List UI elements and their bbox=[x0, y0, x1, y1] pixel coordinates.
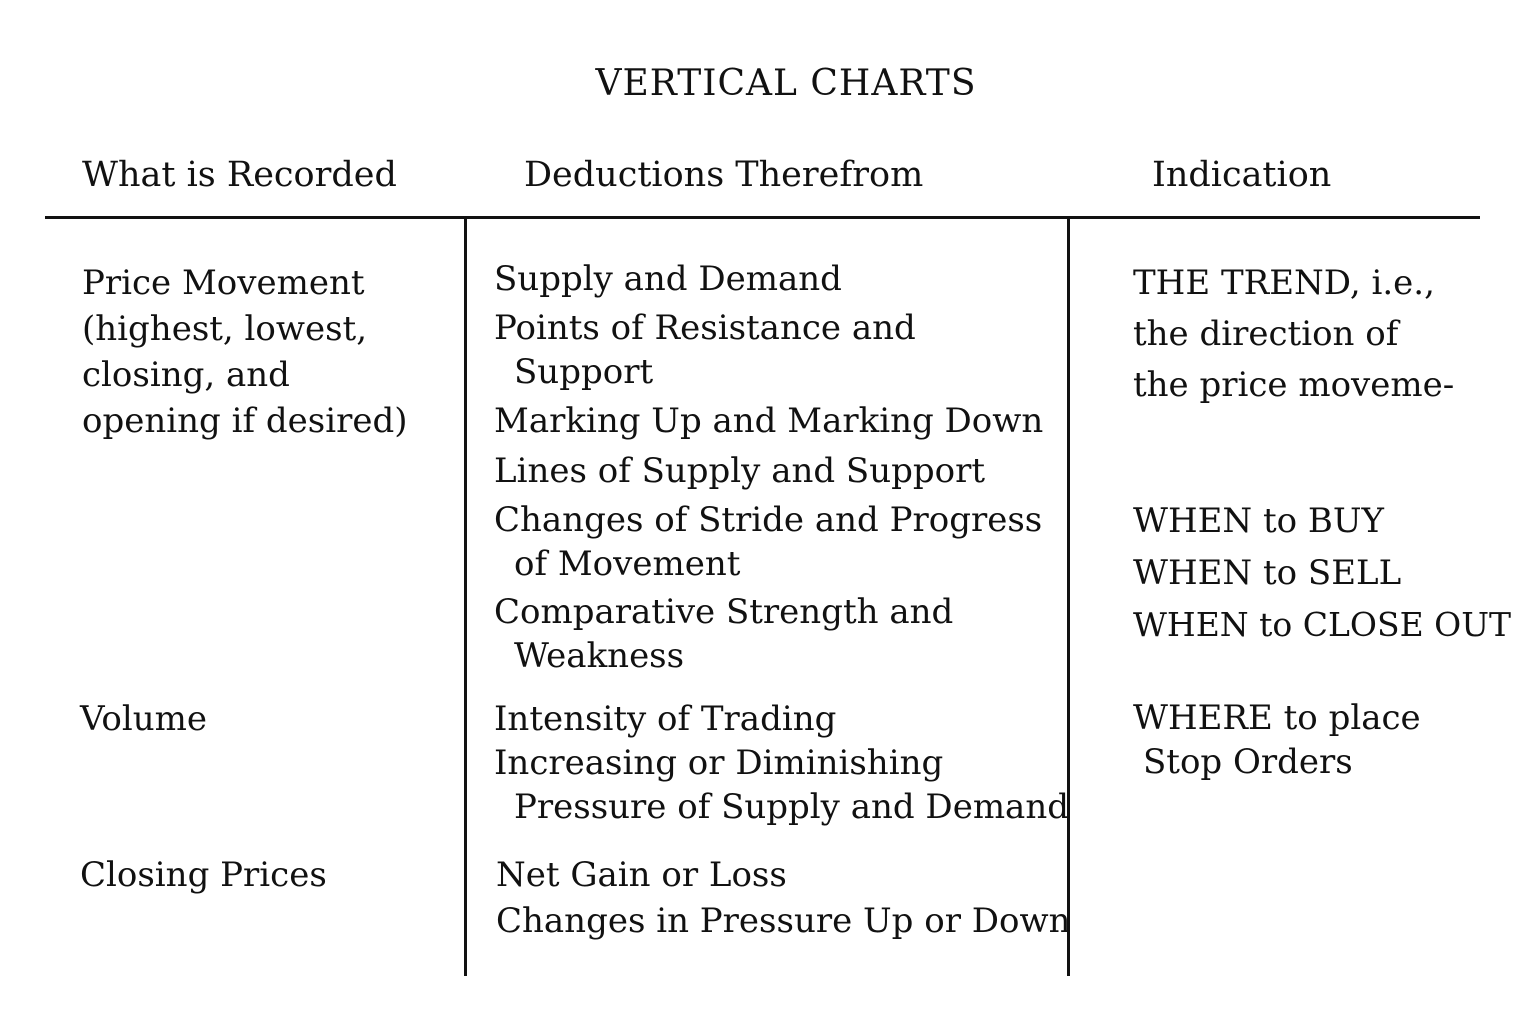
column-header-what-is-recorded: What is Recorded bbox=[82, 155, 397, 195]
deduction-marking-up-down: Marking Up and Marking Down bbox=[494, 401, 1044, 441]
deduction-net-gain-or-loss: Net Gain or Loss bbox=[496, 855, 787, 895]
indication-line: Stop Orders bbox=[1143, 742, 1353, 782]
deduction-lines-of-supply: Lines of Supply and Support bbox=[494, 451, 986, 491]
deduction-intensity-of-trading: Intensity of Trading bbox=[494, 699, 837, 739]
deduction-line: Increasing or Diminishing bbox=[494, 743, 944, 783]
recorded-price-movement-line: closing, and bbox=[82, 355, 290, 395]
column-header-indication: Indication bbox=[1152, 155, 1332, 195]
deduction-line: Support bbox=[514, 352, 654, 392]
indication-line: the direction of bbox=[1133, 314, 1399, 354]
column-header-deductions-therefrom: Deductions Therefrom bbox=[524, 155, 924, 195]
indication-where-to-place bbox=[1133, 696, 1421, 784]
column-divider-right bbox=[1067, 218, 1070, 976]
recorded-closing-prices: Closing Prices bbox=[80, 855, 327, 895]
indication-line: the price moveme- bbox=[1133, 365, 1455, 405]
deduction-comparative-strength bbox=[494, 590, 953, 678]
deduction-line: Changes of Stride and Progress bbox=[494, 500, 1043, 540]
indication-when-to-sell: WHEN to SELL bbox=[1133, 553, 1402, 593]
recorded-price-movement-line: opening if desired) bbox=[82, 401, 408, 441]
deduction-line: Points of Resistance and bbox=[494, 308, 916, 348]
recorded-price-movement-line: (highest, lowest, bbox=[82, 309, 368, 349]
indication-when-to-close-out: WHEN to CLOSE OUT bbox=[1133, 605, 1512, 644]
deduction-line: Weakness bbox=[514, 636, 685, 676]
header-rule bbox=[45, 216, 1480, 219]
deduction-line: Pressure of Supply and Demand bbox=[514, 787, 1069, 827]
column-divider-left bbox=[464, 218, 467, 976]
page-title: VERTICAL CHARTS bbox=[595, 63, 977, 104]
recorded-volume: Volume bbox=[80, 699, 208, 739]
deduction-changes-of-stride bbox=[494, 498, 1042, 586]
indication-line: THE TREND, i.e., bbox=[1133, 263, 1435, 303]
indication-when-to-buy: WHEN to BUY bbox=[1133, 501, 1384, 541]
recorded-price-movement-line: Price Movement bbox=[82, 263, 365, 303]
deduction-increasing-diminishing bbox=[494, 741, 1069, 829]
recorded-price-movement bbox=[82, 260, 407, 444]
deduction-line: Comparative Strength and bbox=[494, 592, 954, 632]
deduction-line: of Movement bbox=[514, 544, 741, 584]
indication-the-trend bbox=[1133, 258, 1454, 411]
indication-line: WHERE to place bbox=[1133, 698, 1421, 738]
deduction-points-of-resistance bbox=[494, 306, 916, 394]
deduction-supply-and-demand: Supply and Demand bbox=[494, 259, 842, 299]
deduction-changes-in-pressure: Changes in Pressure Up or Down bbox=[496, 901, 1071, 941]
